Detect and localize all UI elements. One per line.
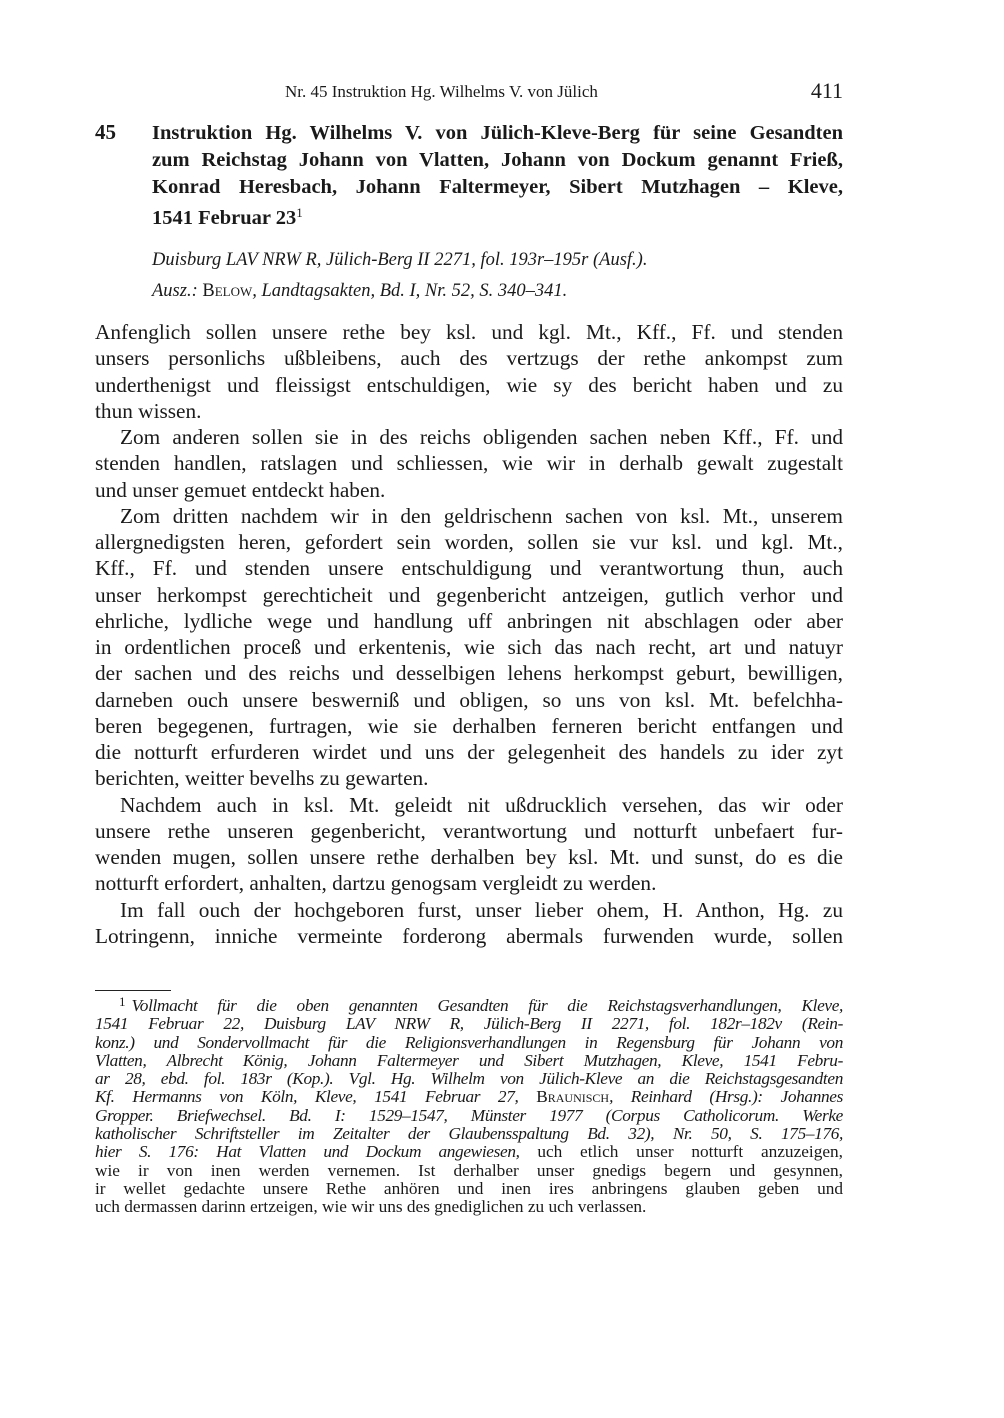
text-line: die notturft erfurderen wirdet und uns der gelegenheit des handels zu ider zyt	[95, 740, 843, 764]
footnote-line	[95, 993, 843, 1015]
text-line: unsers personlichs ußbleibens, auch des vertzugs der rethe ankompst zum	[95, 346, 843, 371]
paragraph	[95, 897, 843, 950]
footnote-text: Gropper. Briefwechsel. Bd. I: 1529–1547, Münster 1977 (Corpus Catholicorum. Werke	[95, 1105, 843, 1125]
footnote-line	[95, 1143, 843, 1161]
footnote-text: 1541 Februar 22, Duisburg LAV NRW R, Jülich-Berg II 2271, fol. 182r–182v (Rein-	[95, 1014, 843, 1034]
footnote-ref: 1	[296, 205, 303, 221]
footnote-text: Kf. Hermanns von Köln, Kleve, 1541 Februar 27,	[95, 1087, 537, 1107]
entry-number: 45	[95, 120, 116, 144]
text-line: allergnedigsten heren, gefordert sein worden, sollen sie vur ksl. und kgl. Mt.,	[95, 530, 843, 554]
footnote-text: , Reinhard (Hrsg.): Johannes	[609, 1087, 843, 1107]
text-line: Anfenglich sollen unsere rethe bey ksl. und kgl. Mt., Kff., Ff. und stenden	[95, 320, 843, 344]
source-text: Ausz.:	[152, 281, 203, 301]
source-line	[152, 276, 647, 307]
entry-title	[152, 120, 843, 232]
title-line-text: Konrad Heresbach, Johann Faltermeyer, Sibert Mutzhagen – Kleve,	[152, 175, 843, 198]
text-line: unser herkompst gerechticheit und gegenbericht antzeigen, gutlich verhor und	[95, 582, 843, 607]
text-line: beren begegenen, furtragen, wie sie derhalben ferneren bericht entfangen und	[95, 713, 843, 738]
footnote-line	[95, 1107, 843, 1125]
title-line	[152, 120, 843, 147]
text-line: notturft erfordert, anhalten, dartzu genogsam vergleidt zu werden.	[95, 871, 657, 896]
paragraph	[95, 319, 843, 424]
footnote-text: uch etlich unser notturft anzuzeigen,	[519, 1142, 843, 1162]
footnote-line	[95, 1052, 843, 1070]
running-head: Nr. 45 Instruktion Hg. Wilhelms V. von Jülich	[285, 82, 598, 101]
footnote-text: Vlatten, Albrecht König, Johann Faltermeyer und Sibert Mutzhagen, Kleve, 1541 Febru-	[95, 1050, 843, 1070]
text-line: stenden handlen, ratslagen und schliessen, wie wir in derhalb gewalt zugestalt	[95, 451, 843, 476]
footnote-text: ir wellet gedachte unsere Rethe anhören und inen ires anbringens glauben geben und	[95, 1178, 843, 1198]
footnote-line	[95, 1198, 843, 1216]
footnote-text: uch dermassen darinn ertzeigen, wie wir uns des gnediglichen zu uch verlassen.	[95, 1197, 647, 1217]
text-line: ehrliche, lydliche wege und handlung uff anbringen nit abschlagen oder aber	[95, 608, 843, 633]
text-line: der sachen und des reichs und desselbigen lehens herkompst geburt, bewilligen,	[95, 661, 843, 686]
text-line: Lotringenn, inniche vermeinte forderong abermals furwenden wurde, sollen	[95, 923, 843, 948]
footnote	[95, 993, 843, 1217]
source-line	[152, 245, 647, 276]
source-text: , Landtagsakten, Bd. I, Nr. 52, S. 340–341.	[252, 281, 568, 301]
text-line: Nachdem auch in ksl. Mt. geleidt nit ußdrucklich versehen, das wir oder	[120, 792, 843, 817]
footnote-line	[95, 1034, 843, 1052]
body-text	[95, 319, 843, 949]
footnote-rule	[95, 990, 171, 991]
paragraph	[95, 424, 843, 503]
text-line: underthenigst und fleissigst entschuldigen, wie sy des bericht haben und zu	[95, 372, 843, 397]
title-line-text: zum Reichstag Johann von Vlatten, Johann von Dockum genannt Frieß,	[152, 148, 843, 171]
text-line: Im fall ouch der hochgeboren furst, unser lieber ohem, H. Anthon, Hg. zu	[120, 897, 843, 922]
footnote-line	[95, 1162, 843, 1180]
paragraph	[95, 792, 843, 897]
title-line	[152, 174, 843, 201]
footnote-line	[95, 1070, 843, 1088]
footnote-text: wie ir von inen werden vernemen. Ist derhalber unser gnedigs begern und gesynnen,	[95, 1160, 843, 1180]
text-line: in ordentlichen proceß und erkentenis, wie sich das nach recht, art und natuyr	[95, 635, 843, 659]
author-name: Braunisch	[536, 1087, 610, 1107]
footnote-text: katholischer Schriftsteller im Zeitalter der Glaubensspaltung Bd. 32), Nr. 50, S. 175–176,	[95, 1124, 843, 1144]
footnote-text: ar 28, ebd. fol. 183r (Kop.). Vgl. Hg. Wilhelm von Jülich-Kleve an die Reichstagsgesandten	[95, 1069, 843, 1089]
author-name: Below	[202, 281, 253, 301]
footnote-text: konz.) und Sondervollmacht für die Religionsverhandlungen in Regensburg für Johann von	[95, 1032, 843, 1052]
footnote-line	[95, 1015, 843, 1033]
footnote-line	[95, 1180, 843, 1198]
text-line: thun wissen.	[95, 398, 202, 423]
footnote-line	[95, 1088, 843, 1106]
footnote-text: hier S. 176: Hat Vlatten und Dockum angewiesen,	[95, 1142, 520, 1162]
footnote-text: Vollmacht für die oben genannten Gesandten für die Reichstagsverhandlungen, Kleve,	[131, 996, 843, 1015]
text-line: wenden mugen, sollen unsere rethe derhalben bey ksl. Mt. und sunst, do es die	[95, 845, 843, 869]
page-number: 411	[810, 78, 843, 103]
title-line	[152, 200, 843, 232]
source-text: Duisburg LAV NRW R, Jülich-Berg II 2271, fol. 193r–195r (Ausf.).	[152, 250, 648, 270]
text-line: unsere rethe unseren gegenbericht, verantwortung und notturft unbefaert fur-	[95, 818, 843, 843]
text-line: und unser gemuet entdeckt haben.	[95, 477, 386, 502]
title-line	[152, 147, 843, 174]
title-line-text: Instruktion Hg. Wilhelms V. von Jülich-Kleve-Berg für seine Gesandten	[152, 122, 843, 144]
text-line: berichten, weitter bevelhs zu gewarten.	[95, 766, 429, 791]
text-line: darneben ouch unsere beswerniß und obligen, so uns von ksl. Mt. befelchha-	[95, 687, 843, 712]
footnote-mark: 1	[119, 994, 126, 1009]
title-line-text: 1541 Februar 23	[152, 207, 297, 230]
text-line: Zom anderen sollen sie in des reichs obligenden sachen neben Kff., Ff. und	[120, 425, 843, 449]
footnote-line	[95, 1125, 843, 1143]
text-line: Kff., Ff. und stenden unsere entschuldigung und verantwortung thun, auch	[95, 556, 843, 581]
paragraph	[95, 503, 843, 792]
text-line: Zom dritten nachdem wir in den geldrischenn sachen von ksl. Mt., unserem	[120, 503, 843, 528]
source-references	[152, 245, 647, 307]
